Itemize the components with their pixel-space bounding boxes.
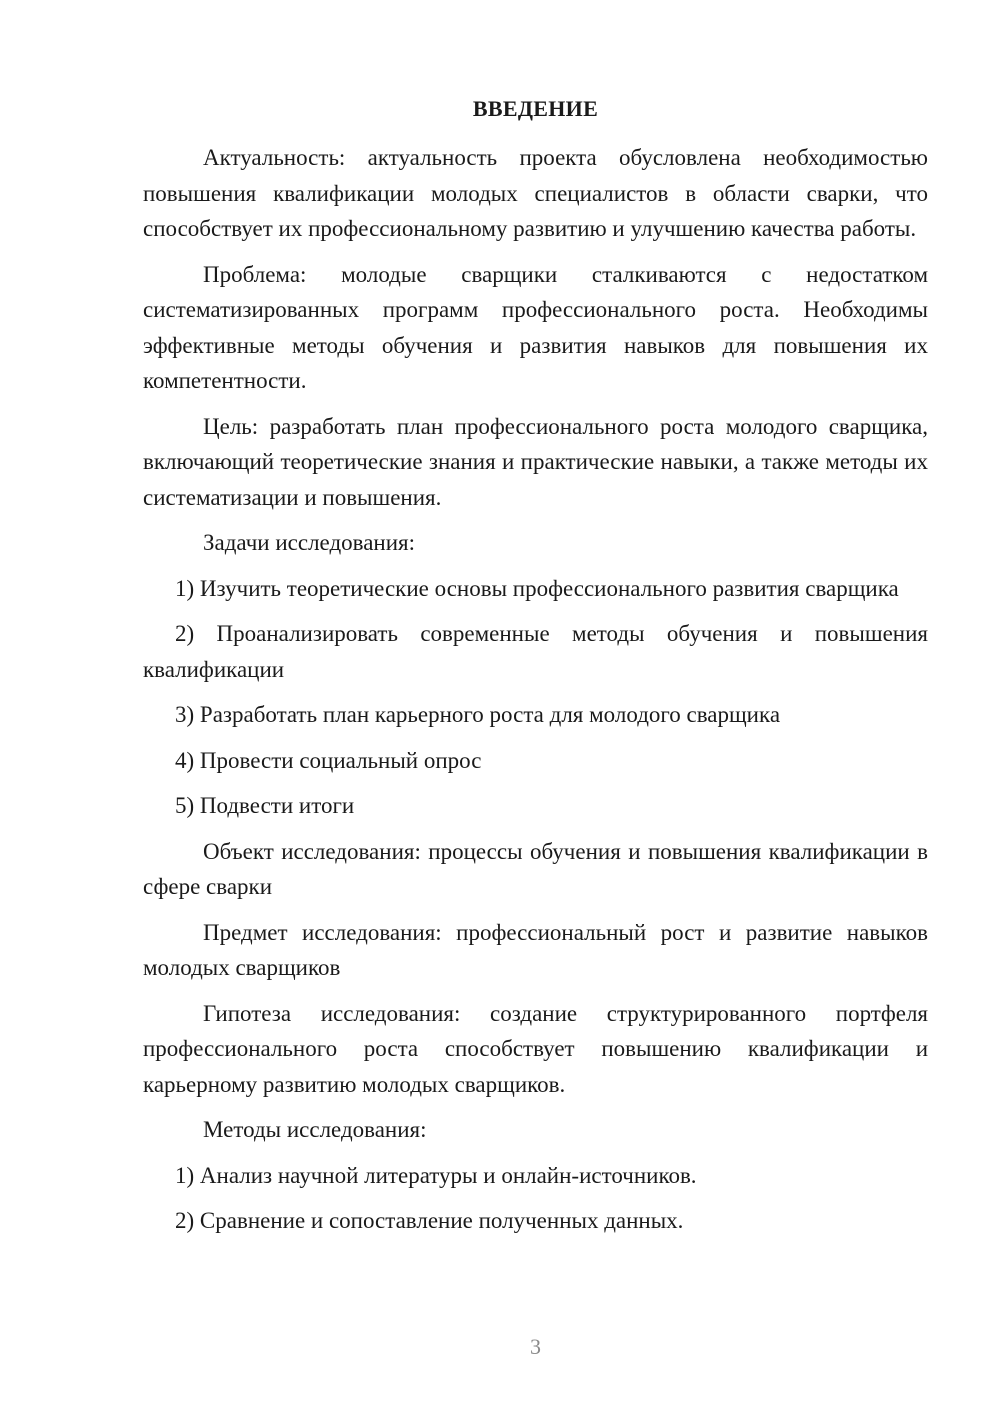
method-item-1: 1) Анализ научной литературы и онлайн-источников. [175, 1162, 697, 1188]
hypothesis-paragraph: Гипотеза исследования: создание структурированного портфеля профессионального роста способствует повышению квалификации и карьерному развитию молодых сварщиков. [143, 1000, 928, 1097]
document-page [143, 0, 928, 1414]
page-title: ВВЕДЕНИЕ [472, 96, 599, 121]
object-paragraph: Объект исследования: процессы обучения и повышения квалификации в сфере сварки [143, 838, 928, 899]
subject-paragraph: Предмет исследования: профессиональный рост и развитие навыков молодых сварщиков [143, 919, 928, 980]
relevance-paragraph: Актуальность: актуальность проекта обусловлена необходимостью повышения квалификации молодых специалистов в области сварки, что способствует их профессиональному развитию и улучшению качества работы. [143, 145, 928, 241]
task-item-3: 3) Разработать план карьерного роста для молодого сварщика [175, 702, 781, 727]
problem-paragraph: Проблема: молодые сварщики сталкиваются с недостатком систематизированных программ профессионального роста. Необходимы эффективные методы обучения и развития навыков для повышения их компетентности. [143, 261, 928, 393]
method-item-2: 2) Сравнение и сопоставление полученных данных. [175, 1208, 684, 1233]
document-body [143, 140, 928, 1249]
page-number: 3 [530, 1334, 541, 1359]
task-item-5: 5) Подвести итоги [175, 793, 355, 818]
tasks-heading: Задачи исследования: [203, 530, 416, 555]
task-item-4: 4) Провести социальный опрос [175, 747, 482, 773]
task-item-2: 2) Проанализировать современные методы обучения и повышения квалификации [143, 621, 928, 682]
task-item-1: 1) Изучить теоретические основы профессионального развития сварщика [175, 575, 899, 601]
methods-heading: Методы исследования: [203, 1117, 427, 1142]
goal-paragraph: Цель: разработать план профессионального роста молодого сварщика, включающий теоретические знания и практические навыки, а также методы их систематизации и повышения. [143, 413, 928, 510]
